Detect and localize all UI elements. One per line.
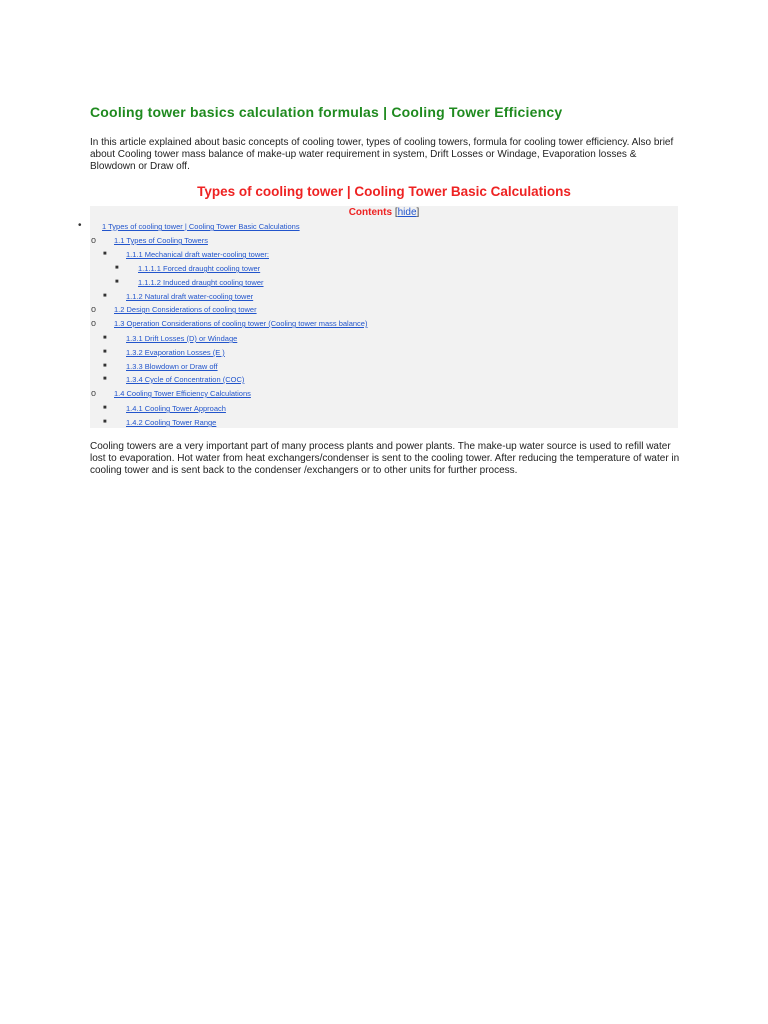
toc-bullet-square-icon: ■ — [103, 349, 107, 355]
toc-bullet-circle-icon: o — [91, 388, 97, 398]
toc-item-1-1-1-2[interactable]: 1.1.1.2 Induced draught cooling tower — [138, 278, 264, 287]
section-heading: Types of cooling tower | Cooling Tower Basic Calculations — [197, 184, 571, 199]
toc-item-1-4-1[interactable]: 1.4.1 Cooling Tower Approach — [126, 404, 226, 413]
toc-item-1-1-2[interactable]: 1.1.2 Natural draft water-cooling tower — [126, 292, 254, 301]
toc-header — [90, 207, 678, 219]
toc-bullet-circle-icon: o — [91, 304, 97, 314]
toc-bullet-square-icon: ■ — [103, 293, 107, 299]
intro-paragraph: In this article explained about basic concepts of cooling tower, types of cooling towers, formula for cooling tower efficiency. Also brief about Cooling tower mass balance of make-up water requirement in system, Drift Losses or Windage, Evaporation losses & Blowdown or Draw off. — [90, 137, 674, 172]
toc-item-1-4-2[interactable]: 1.4.2 Cooling Tower Range — [126, 418, 217, 427]
toc-item-1-1-1[interactable]: 1.1.1 Mechanical draft water-cooling tower: — [126, 250, 269, 259]
toc-item-1-1-1-1[interactable]: 1.1.1.1 Forced draught cooling tower — [138, 264, 261, 273]
toc-bullet-circle-icon: o — [91, 318, 97, 328]
body-paragraph: Cooling towers are a very important part of many process plants and power plants. The make-up water source is used to refill water lost to evaporation. Hot water from heat exchangers/condenser is sent to the cooling tower. After reducing the temperature of water in cooling tower and is sent back to the condenser /exchangers or to other units for further process. — [90, 441, 680, 476]
toc-bullet-square-icon: ■ — [103, 335, 107, 341]
toc-bullet-square-icon: ■ — [103, 363, 107, 369]
toc-bullet-circle-icon: o — [91, 235, 97, 245]
toc-item-1-3-4[interactable]: 1.3.4 Cycle of Concentration (COC) — [126, 375, 245, 384]
toc-item-1-2[interactable]: 1.2 Design Considerations of cooling tower — [114, 305, 257, 314]
toc-item-1-3-2[interactable]: 1.3.2 Evaporation Losses (E ) — [126, 348, 225, 357]
toc-bullet-square-icon: ■ — [115, 279, 119, 285]
toc-bullet-square-icon: ■ — [115, 265, 119, 271]
toc-bullet-square-icon: ■ — [103, 419, 107, 425]
toc-item-1-3[interactable]: 1.3 Operation Considerations of cooling tower (Cooling tower mass balance) — [114, 319, 368, 328]
toc-bracket-close: ] — [416, 207, 420, 218]
toc-item-1-1[interactable]: 1.1 Types of Cooling Towers — [114, 236, 208, 245]
page-title: Cooling tower basics calculation formulas | Cooling Tower Efficiency — [90, 104, 563, 120]
toc-contents-label: Contents — [348, 207, 393, 218]
toc-bracket-open: [ — [394, 207, 398, 218]
toc-item-1[interactable]: 1 Types of cooling tower | Cooling Tower Basic Calculations — [102, 222, 300, 231]
toc-item-1-4[interactable]: 1.4 Cooling Tower Efficiency Calculations — [114, 389, 251, 398]
toc-bullet-square-icon: ■ — [103, 405, 107, 411]
toc-item-1-3-1[interactable]: 1.3.1 Drift Losses (D) or Windage — [126, 334, 238, 343]
toc-bullet-disc-icon: • — [78, 220, 82, 231]
toc-hide-link[interactable]: hide — [397, 207, 417, 218]
toc-bullet-square-icon: ■ — [103, 376, 107, 382]
toc-item-1-3-3[interactable]: 1.3.3 Blowdown or Draw off — [126, 362, 218, 371]
toc-bullet-square-icon: ■ — [103, 251, 107, 257]
